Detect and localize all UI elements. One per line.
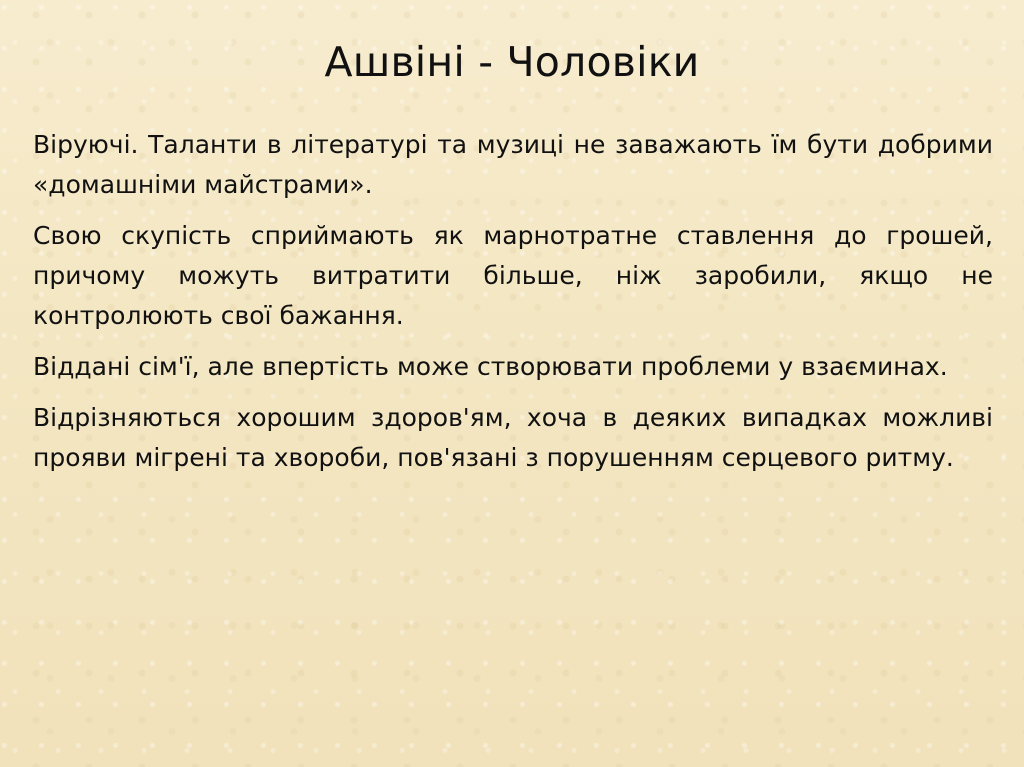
body-paragraph-1: Віруючі. Таланти в літературі та музиці не заважають їм бути добрими «домашніми майстрами». (33, 130, 993, 199)
body-paragraph-3: Віддані сім'ї, але впертість може створювати проблеми у взаєминах. (33, 352, 948, 381)
body-paragraph-2: Свою скупість сприймають як марнотратне ставлення до грошей, причому можуть витратити більше, ніж заробили, якщо не контролюють свої бажання. (33, 221, 993, 330)
slide-body (33, 125, 993, 489)
slide-title: Ашвіні - Чоловіки (324, 38, 700, 86)
body-paragraph-4: Відрізняються хорошим здоров'ям, хоча в деяких випадках можливі прояви мігрені та хвороби, пов'язані з порушенням серцевого ритму. (33, 403, 993, 472)
